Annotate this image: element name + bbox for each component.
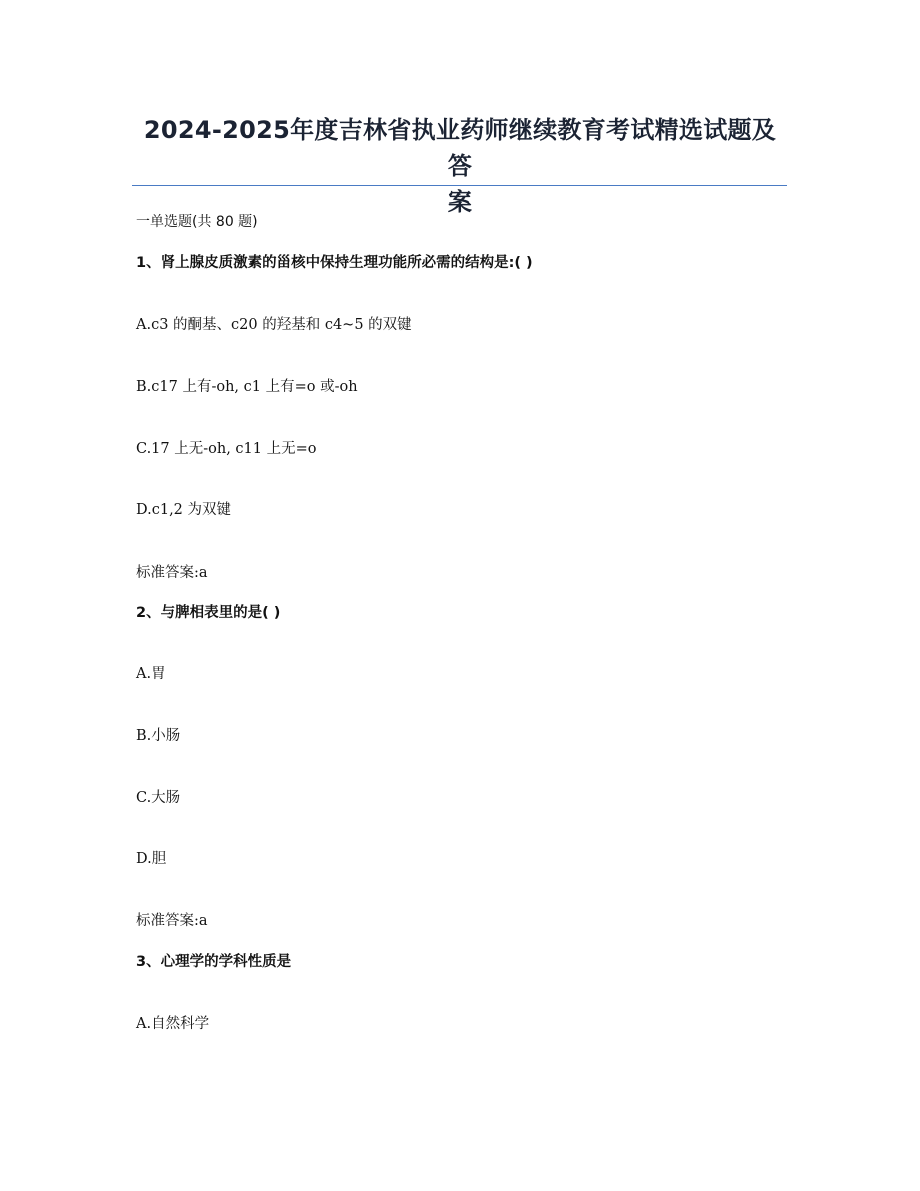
question-3-option-a: A.自然科学 bbox=[136, 1016, 210, 1032]
question-2-option-d: D.胆 bbox=[136, 851, 167, 867]
document-title-line-2: 案 bbox=[447, 188, 473, 216]
question-1-option-c: C.17 上无-oh, c11 上无=o bbox=[136, 441, 317, 457]
document-title bbox=[132, 112, 788, 220]
question-1-option-d: D.c1,2 为双键 bbox=[136, 502, 232, 518]
question-1-answer: 标准答案:a bbox=[136, 565, 208, 581]
question-1-stem: 1、肾上腺皮质激素的甾核中保持生理功能所必需的结构是:( ) bbox=[136, 255, 533, 271]
question-1-option-a: A.c3 的酮基、c20 的羟基和 c4~5 的双键 bbox=[136, 317, 412, 333]
question-1-option-b: B.c17 上有-oh, c1 上有=o 或-oh bbox=[136, 379, 358, 395]
question-2-answer: 标准答案:a bbox=[136, 913, 208, 929]
question-2-stem: 2、与脾相表里的是( ) bbox=[136, 605, 281, 621]
question-3-stem: 3、心理学的学科性质是 bbox=[136, 954, 292, 970]
question-2-option-c: C.大肠 bbox=[136, 790, 181, 806]
title-underline-divider bbox=[132, 185, 787, 186]
question-2-option-a: A.胃 bbox=[136, 666, 166, 682]
section-label: 一单选题(共 80 题) bbox=[136, 214, 258, 230]
document-title-line-1: 2024-2025年度吉林省执业药师继续教育考试精选试题及答 bbox=[143, 116, 777, 180]
question-2-option-b: B.小肠 bbox=[136, 728, 181, 744]
